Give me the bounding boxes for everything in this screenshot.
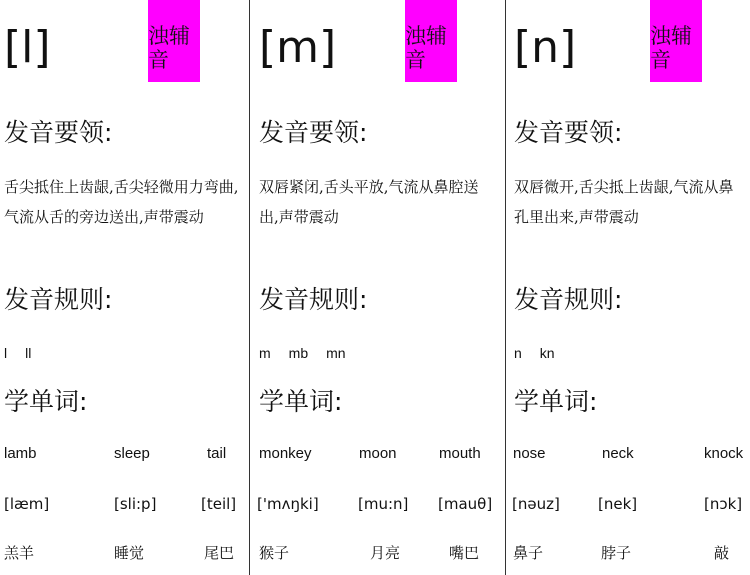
pronunciation-desc-line-1: 双唇紧闭,舌头平放,气流从鼻腔送 [259, 178, 479, 196]
vocabulary-heading: 学单词: [259, 387, 343, 416]
spelling-rule: ll [25, 345, 32, 361]
vocabulary-heading: 学单词: [4, 387, 88, 416]
vocab-chinese: 羔羊 [4, 544, 35, 562]
voiced-consonant-badge: 浊辅音 [148, 0, 200, 82]
vocab-ipa: [nek] [598, 495, 638, 513]
vocab-word: nose [513, 445, 546, 462]
vocab-ipa: [nəuz] [512, 495, 560, 513]
voiced-consonant-badge: 浊辅音 [650, 0, 702, 82]
vocab-chinese: 嘴巴 [449, 544, 480, 562]
phoneme-symbol: [n] [514, 22, 577, 73]
vocab-chinese: 月亮 [370, 544, 401, 562]
spelling-rules [514, 344, 573, 362]
vocab-ipa: ['mʌŋki] [257, 495, 319, 513]
vocab-chinese: 睡觉 [114, 544, 145, 562]
pronunciation-desc-line-2: 气流从舌的旁边送出,声带震动 [4, 208, 204, 226]
pronunciation-tips-heading: 发音要领: [514, 118, 623, 147]
vocab-word: mouth [439, 445, 481, 462]
spelling-rule: m [259, 345, 271, 361]
vocab-ipa: [læm] [4, 495, 50, 513]
vocab-chinese: 猴子 [259, 544, 290, 562]
vocab-chinese: 尾巴 [204, 544, 235, 562]
pronunciation-tips-heading: 发音要领: [259, 118, 368, 147]
spelling-rules [259, 344, 364, 362]
pronunciation-desc-line-1: 双唇微开,舌尖抵上齿龈,气流从鼻 [514, 178, 734, 196]
spelling-rule: l [4, 345, 8, 361]
phoneme-symbol: [l] [4, 22, 51, 73]
pronunciation-rules-heading: 发音规则: [259, 285, 368, 314]
spelling-rule: mb [288, 345, 309, 361]
spelling-rule: n [514, 345, 522, 361]
phoneme-card-m [250, 0, 506, 575]
pronunciation-desc-line-2: 出,声带震动 [259, 208, 339, 226]
pronunciation-rules-heading: 发音规则: [514, 285, 623, 314]
vocab-word: knock [704, 445, 744, 462]
spelling-rule: mn [326, 345, 346, 361]
pronunciation-rules-heading: 发音规则: [4, 285, 113, 314]
vocab-word: sleep [114, 445, 150, 462]
vocab-word: monkey [259, 445, 312, 462]
vocab-ipa: [mu:n] [358, 495, 409, 513]
spelling-rule: kn [539, 345, 555, 361]
voiced-consonant-badge: 浊辅音 [405, 0, 457, 82]
vocabulary-heading: 学单词: [514, 387, 598, 416]
vocab-chinese: 脖子 [601, 544, 632, 562]
pronunciation-desc-line-1: 舌尖抵住上齿龈,舌尖轻微用力弯曲, [4, 178, 239, 196]
pronunciation-desc-line-2: 孔里出来,声带震动 [514, 208, 639, 226]
vocab-ipa: [sli:p] [114, 495, 157, 513]
vocab-ipa: [teil] [201, 495, 237, 513]
phoneme-symbol: [m] [259, 22, 337, 73]
vocab-word: tail [207, 445, 227, 462]
vocab-ipa: [nɔk] [704, 495, 743, 513]
vocab-chinese: 鼻子 [513, 544, 544, 562]
vocab-chinese: 敲 [714, 544, 730, 562]
vocab-word: moon [359, 445, 397, 462]
vocab-ipa: [mauθ] [438, 495, 493, 513]
pronunciation-tips-heading: 发音要领: [4, 118, 113, 147]
spelling-rules [4, 344, 49, 362]
vocab-word: neck [602, 445, 634, 462]
phoneme-card-l [0, 0, 250, 575]
vocab-word: lamb [4, 445, 37, 462]
phoneme-card-n [506, 0, 750, 575]
